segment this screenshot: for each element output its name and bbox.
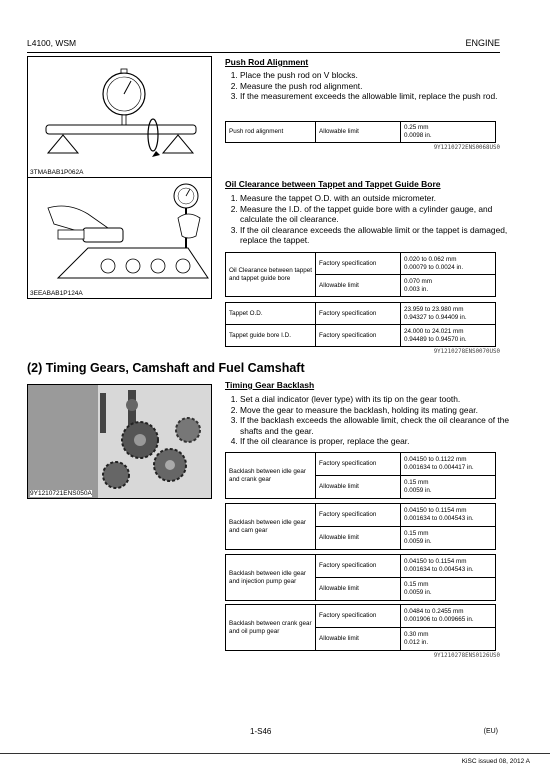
push-rod-table [225, 121, 496, 143]
spec-cell: Factory specification [316, 504, 401, 527]
item-cell: Tappet O.D. [226, 303, 316, 325]
step: 1. Measure the tappet O.D. with an outside micrometer. [240, 193, 512, 204]
chapter-name: ENGINE [465, 38, 500, 48]
spec-cell: Factory specification [316, 303, 401, 325]
manual-code: L4100, WSM [27, 38, 77, 48]
figure-push-rod [27, 56, 212, 178]
section-title-oil-clearance: Oil Clearance between Tappet and Tappet Guide Bore [225, 179, 441, 189]
value-cell: 0.04150 to 0.1154 mm 0.001634 to 0.004543 in. [401, 555, 496, 578]
push-rod-illustration [28, 57, 211, 177]
value-cell: 0.25 mm 0.0098 in. [401, 122, 496, 143]
issue-label: KiSC issued 08, 2012 A [461, 758, 530, 765]
step: 2. Measure the I.D. of the tappet guide bore with a cylinder gauge, and calculate the oil clearance. [240, 204, 512, 225]
step: 2. Measure the push rod alignment. [240, 81, 512, 92]
value-cell: 0.020 to 0.062 mm 0.00079 to 0.0024 in. [401, 253, 496, 275]
step: 1. Set a dial indicator (lever type) with its tip on the gear tooth. [240, 394, 512, 405]
item-cell: Tappet guide bore I.D. [226, 325, 316, 347]
backlash-table-idle-injection [225, 554, 496, 601]
section-title-push-rod: Push Rod Alignment [225, 57, 309, 67]
spec-cell: Factory specification [316, 453, 401, 476]
doc-code: 9Y1210278ENS0126US0 [433, 653, 500, 659]
item-cell: Backlash between idle gear and injection pump gear [226, 555, 316, 601]
page-number: 1-S46 [250, 727, 272, 736]
push-rod-steps [225, 70, 512, 102]
figure-code: 3EEABAB1P124A [30, 290, 83, 297]
timing-gear-illustration [28, 385, 211, 498]
spec-cell: Allowable limit [316, 527, 401, 550]
backlash-table-crank-oilpump [225, 604, 496, 651]
header-rule [27, 52, 500, 53]
spec-cell: Factory specification [316, 325, 401, 347]
value-cell: 24.000 to 24.021 mm 0.94489 to 0.94570 in. [401, 325, 496, 347]
value-cell: 0.04150 to 0.1122 mm 0.001634 to 0.004417 in. [401, 453, 496, 476]
item-cell: Backlash between crank gear and oil pump gear [226, 605, 316, 651]
spec-cell: Allowable limit [316, 122, 401, 143]
value-cell: 0.0484 to 0.2455 mm 0.001906 to 0.009665 in. [401, 605, 496, 628]
oil-clearance-table [225, 252, 496, 297]
value-cell: 0.15 mm 0.0059 in. [401, 476, 496, 499]
step: 3. If the backlash exceeds the allowable limit, check the oil clearance of the shafts and the gear. [240, 415, 512, 436]
figure-timing-gears [27, 384, 212, 499]
spec-cell: Factory specification [316, 555, 401, 578]
spec-cell: Factory specification [316, 253, 401, 275]
backlash-table-idle-cam [225, 503, 496, 550]
item-cell: Backlash between idle gear and crank gear [226, 453, 316, 499]
item-cell: Push rod alignment [226, 122, 316, 143]
figure-code: 3TMABAB1P062A [30, 169, 84, 176]
region-label: (EU) [483, 728, 498, 735]
step: 2. Move the gear to measure the backlash, holding its mating gear. [240, 405, 512, 416]
value-cell: 0.070 mm 0.003 in. [401, 275, 496, 297]
tappet-dimension-table [225, 302, 496, 347]
tappet-illustration [28, 178, 211, 298]
spec-cell: Allowable limit [316, 476, 401, 499]
doc-code: 9Y1210278ENS0070US0 [433, 349, 500, 355]
item-cell: Oil Clearance between tappet and tappet guide bore [226, 253, 316, 297]
step: 1. Place the push rod on V blocks. [240, 70, 512, 81]
spec-cell: Factory specification [316, 605, 401, 628]
value-cell: 0.04150 to 0.1154 mm 0.001634 to 0.004543 in. [401, 504, 496, 527]
item-cell: Backlash between idle gear and cam gear [226, 504, 316, 550]
oil-clearance-steps [225, 193, 512, 246]
value-cell: 0.30 mm 0.012 in. [401, 628, 496, 651]
value-cell: 23.959 to 23.980 mm 0.94327 to 0.94409 in. [401, 303, 496, 325]
footer-rule [0, 753, 550, 754]
spec-cell: Allowable limit [316, 628, 401, 651]
figure-code: 9Y1210721ENS050A [30, 490, 92, 497]
chapter-heading: (2) Timing Gears, Camshaft and Fuel Camshaft [27, 361, 305, 375]
spec-cell: Allowable limit [316, 275, 401, 297]
doc-code: 9Y1210272ENS0068US0 [433, 145, 500, 151]
step: 3. If the measurement exceeds the allowable limit, replace the push rod. [240, 91, 512, 102]
value-cell: 0.15 mm 0.0059 in. [401, 578, 496, 601]
value-cell: 0.15 mm 0.0059 in. [401, 527, 496, 550]
backlash-steps [225, 394, 512, 447]
figure-tappet [27, 177, 212, 299]
section-title-backlash: Timing Gear Backlash [225, 380, 315, 390]
backlash-table-idle-crank [225, 452, 496, 499]
step: 3. If the oil clearance exceeds the allowable limit or the tappet is damaged, replace the tappet. [240, 225, 512, 246]
step: 4. If the oil clearance is proper, replace the gear. [240, 436, 512, 447]
spec-cell: Allowable limit [316, 578, 401, 601]
